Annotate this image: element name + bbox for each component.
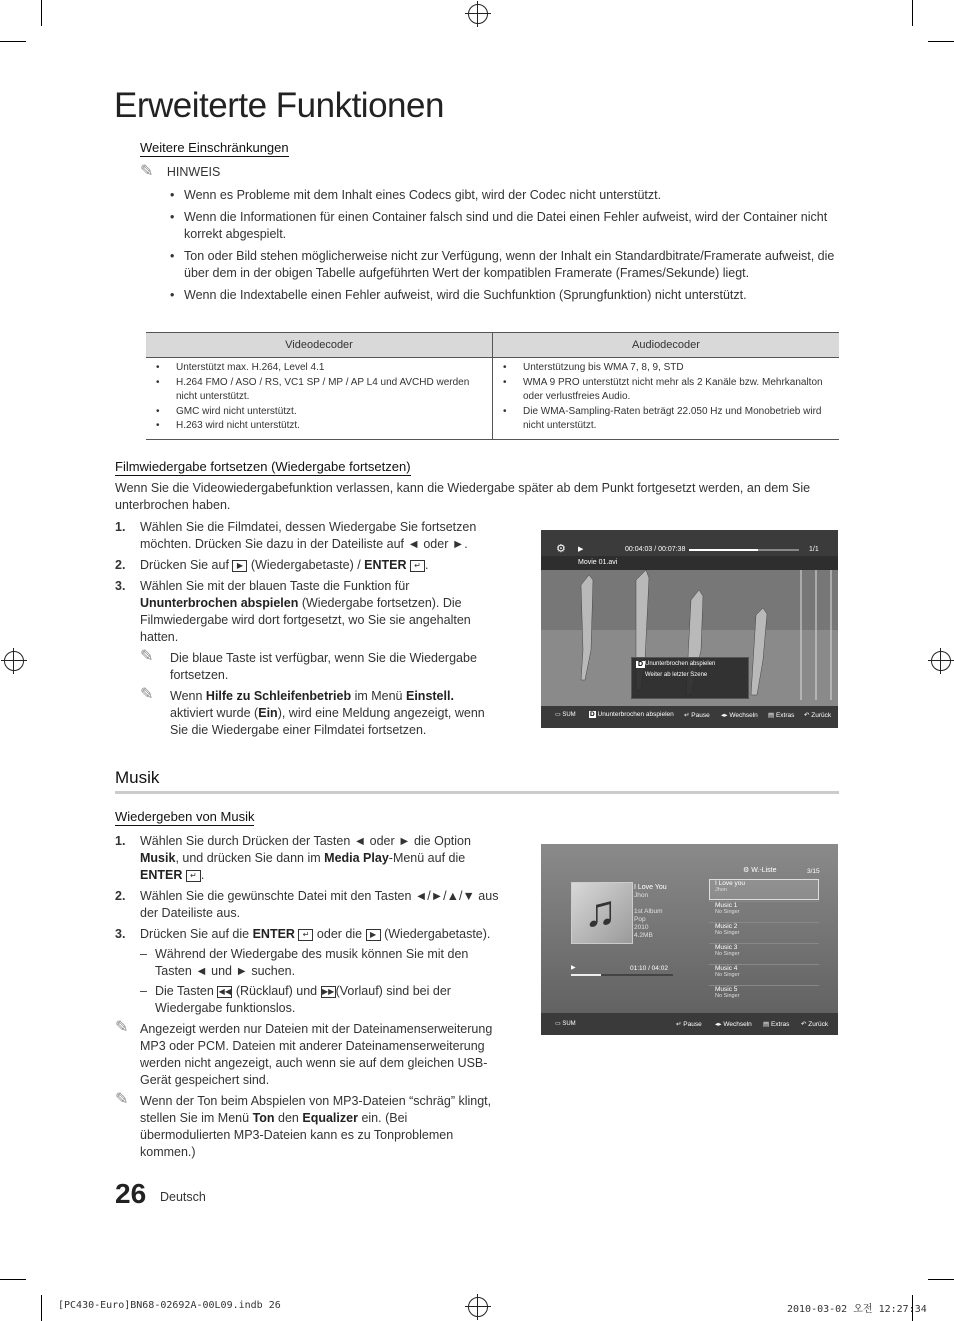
music-heading: Wiedergeben von Musik bbox=[115, 809, 255, 824]
music-progress-bar[interactable] bbox=[571, 974, 673, 976]
extras-hint[interactable]: ▤ Extras bbox=[763, 1021, 790, 1028]
list-item[interactable]: Music 5 No Singer bbox=[709, 985, 819, 1005]
section-divider bbox=[115, 791, 839, 794]
list-item[interactable]: Music 3 No Singer bbox=[709, 943, 819, 963]
list-count: 3/15 bbox=[807, 868, 820, 875]
play-status-icon: ▶ bbox=[578, 546, 584, 553]
resume-hint[interactable]: D Ununterbrochen abspielen bbox=[590, 711, 674, 718]
print-date-info: 2010-03-02 오전 12:27:34 bbox=[787, 1304, 927, 1315]
step-1: 1. Wählen Sie die Filmdatei, dessen Wiedergabe Sie fortsetzen möchten. Drücken Sie dazu in der Dateiliste auf ◄ oder ►. bbox=[115, 520, 477, 551]
list-item[interactable]: Music 2 No Singer bbox=[709, 922, 819, 942]
music-list bbox=[709, 879, 819, 1005]
page-language: Deutsch bbox=[160, 1190, 206, 1204]
playlist-icon: ⚙ bbox=[743, 867, 750, 874]
video-player-screen bbox=[541, 530, 838, 728]
play-status-icon: ▶ bbox=[571, 965, 576, 971]
step-2: 2. Drücken Sie auf ▶ (Wiedergabetaste) / ENTER ↵ . bbox=[115, 558, 429, 572]
song-year: 2010 bbox=[634, 924, 649, 931]
song-genre: Pop bbox=[634, 916, 646, 923]
step-bold: Ununterbrochen abspielen bbox=[140, 596, 299, 610]
pencil-icon: ✎ bbox=[140, 163, 154, 180]
pause-hint[interactable]: ↵ Pause bbox=[676, 1021, 702, 1028]
crop-mark bbox=[912, 0, 913, 26]
enter-icon: ↵ bbox=[298, 929, 313, 941]
video-time: 00:04:03 / 00:07:38 bbox=[625, 546, 686, 553]
crop-mark bbox=[41, 1295, 42, 1321]
extras-hint[interactable]: ▤ Extras bbox=[768, 712, 795, 719]
pause-hint[interactable]: ↵ Pause bbox=[684, 712, 710, 719]
music-steps bbox=[115, 833, 500, 1161]
resume-popup[interactable] bbox=[631, 657, 749, 699]
note: ✎ Wenn Hilfe zu Schleifenbetrieb im Menü Einstell. aktiviert wurde (Ein), wird eine Meldung angezeigt, wenn Sie die Wiedergabe einer Filmdatei fortsetzen. bbox=[140, 686, 485, 737]
play-icon: ▶ bbox=[232, 560, 247, 572]
list-item: • Unterstützt max. H.264, Level 4.1 bbox=[150, 361, 488, 376]
resume-intro: Wenn Sie die Videowiedergabefunktion verlassen, kann die Wiedergabe später ab dem Punkt fortgesetzt werden, an dem Sie unterbrochen haben. bbox=[115, 481, 811, 512]
crop-mark bbox=[0, 41, 26, 42]
rewind-icon: ◀◀ bbox=[218, 986, 231, 996]
song-size: 4.2MB bbox=[634, 932, 653, 939]
list-item[interactable]: Music 4 No Singer bbox=[709, 964, 819, 984]
step-2: 2. Wählen Sie die gewünschte Datei mit den Tasten ◄/►/▲/▼ aus der Dateiliste aus. bbox=[115, 889, 499, 920]
step-text: (Wiedergabetaste) / bbox=[250, 558, 361, 572]
list-item: • H.264 FMO / ASO / RS, VC1 SP / MP / AP L4 und AVCHD werden nicht unterstützt. bbox=[150, 376, 488, 405]
step-text: Wählen Sie die Filmdatei, dessen Wiedergabe Sie fortsetzen möchten. Drücken Sie dazu in der Dateiliste auf ◄ oder ►. bbox=[140, 520, 477, 551]
pencil-icon: ✎ bbox=[140, 648, 154, 665]
blue-d-icon: D bbox=[638, 661, 644, 668]
popup-option[interactable]: Weiter ab letzter Szene bbox=[645, 672, 708, 678]
step-text: Drücken Sie auf bbox=[140, 558, 229, 572]
resume-heading: Filmwiedergabe fortsetzen (Wiedergabe fortsetzen) bbox=[115, 459, 411, 474]
video-decoder-cell bbox=[146, 358, 493, 440]
note-label: HINWEIS bbox=[166, 165, 221, 179]
list-item: • Wenn die Indextabelle einen Fehler aufweist, wird die Suchfunktion (Sprungfunktion) nicht unterstützt. bbox=[170, 287, 835, 304]
list-item: • H.263 wird nicht unterstützt. bbox=[150, 419, 488, 434]
codec-table bbox=[146, 332, 839, 440]
page-title: Erweiterte Funktionen bbox=[114, 86, 444, 125]
crop-mark bbox=[928, 41, 954, 42]
song-album: 1st Album bbox=[634, 908, 663, 915]
music-note-icon: ♫ bbox=[584, 887, 617, 936]
table-header: Videodecoder bbox=[146, 333, 493, 358]
video-filename: Movie 01.avi bbox=[578, 559, 618, 566]
song-title: I Love You bbox=[634, 884, 667, 891]
table-header: Audiodecoder bbox=[493, 333, 840, 358]
back-hint[interactable]: ↶ Zurück bbox=[801, 1021, 829, 1028]
video-progress-bar[interactable] bbox=[689, 549, 799, 551]
resume-steps bbox=[115, 519, 500, 743]
list-item: • Die WMA-Sampling-Raten beträgt 22.050 Hz und Monobetrieb wird nicht unterstützt. bbox=[497, 405, 835, 434]
registration-mark bbox=[4, 651, 24, 671]
note bbox=[140, 650, 500, 684]
registration-mark bbox=[931, 651, 951, 671]
note: ✎ Angezeigt werden nur Dateien mit der Dateinamenserweiterung MP3 oder PCM. Dateien mit anderer Dateinamenserweiterung werden nicht angezeigt, auch wenn sie auf dem gleichen USB-Gerät gespeichert sind. bbox=[115, 1019, 493, 1087]
fast-forward-icon: ▶▶ bbox=[321, 986, 335, 996]
switch-hint[interactable]: ◂▸ Wechseln bbox=[721, 712, 758, 719]
list-item[interactable]: I Love you Jhon bbox=[709, 879, 819, 900]
dash-item: – Die Tasten ◀◀ (Rücklauf) und ▶▶(Vorlauf) sind bei der Wiedergabe funktionslos. bbox=[140, 984, 451, 1015]
note: ✎ Wenn der Ton beim Abspielen von MP3-Dateien “schräg” klingt, stellen Sie im Menü Ton den Equalizer ein. (Bei übermodulierten MP3-Dateien kann es zu Tonproblemen kommen.) bbox=[115, 1091, 492, 1159]
list-item: • Wenn es Probleme mit dem Inhalt eines Codecs gibt, wird der Codec nicht unterstützt. bbox=[170, 187, 835, 204]
step-text: (Wiedergabe fortsetzen). Die Filmwiedergabe wird dort fortgesetzt, wo Sie sie angehalten hatten. bbox=[140, 596, 471, 644]
switch-hint[interactable]: ◂▸ Wechseln bbox=[715, 1021, 752, 1028]
note-text: Die blaue Taste ist verfügbar, wenn Sie die Wiedergabe fortsetzen. bbox=[170, 651, 477, 682]
sum-label: ▭ SUM bbox=[555, 1021, 576, 1027]
page-number: 26 bbox=[115, 1178, 147, 1209]
dash-item: – Während der Wiedergabe des musik können Sie mit den Tasten ◄ und ► suchen. bbox=[140, 947, 469, 978]
enter-icon: ↵ bbox=[410, 560, 425, 572]
list-item[interactable]: Music 1 No Singer bbox=[709, 901, 819, 921]
song-artist: Jhon bbox=[634, 892, 649, 899]
list-item: • WMA 9 PRO unterstützt nicht mehr als 2 Kanäle bzw. Mehrkanalton oder verlustfreies Audio. bbox=[497, 376, 835, 405]
registration-mark bbox=[468, 4, 488, 24]
note-block bbox=[140, 163, 220, 181]
enter-key-label: ENTER bbox=[364, 558, 407, 572]
play-icon: ▶ bbox=[366, 929, 381, 941]
crop-mark bbox=[928, 1279, 954, 1280]
film-reel-icon: ⚙ bbox=[556, 543, 566, 555]
section-title: Musik bbox=[115, 768, 160, 787]
list-item: • GMC wird nicht unterstützt. bbox=[150, 405, 488, 420]
pencil-icon: ✎ bbox=[140, 686, 154, 703]
video-count: 1/1 bbox=[809, 546, 819, 553]
video-top-bar bbox=[541, 530, 838, 556]
album-art bbox=[571, 882, 633, 944]
list-item: • Unterstützung bis WMA 7, 8, 9, STD bbox=[497, 361, 835, 376]
registration-mark bbox=[468, 1297, 488, 1317]
popup-title: Ununterbrochen abspielen bbox=[645, 661, 716, 667]
music-player-screen bbox=[541, 844, 838, 1035]
restrictions-list bbox=[170, 187, 835, 309]
sum-label: ▭ SUM bbox=[555, 712, 576, 718]
print-file-info: [PC430-Euro]BN68-02692A-00L09.indb 26 bbox=[58, 1300, 281, 1311]
step-1: 1. Wählen Sie durch Drücken der Tasten ◄ oder ► die Option Musik, und drücken Sie dann im Media Play-Menü auf die ENTER ↵ . bbox=[115, 834, 471, 882]
music-time: 01:10 / 04:02 bbox=[630, 965, 668, 972]
restrictions-heading: Weitere Einschränkungen bbox=[140, 140, 289, 155]
list-item: • Ton oder Bild stehen möglicherweise nicht zur Verfügung, wenn der Inhalt ein Standardbitrate/Framerate aufweist, die über dem in der obigen Tabelle aufgeführten Wert der kompatiblen Framerate (Frames/Sekunde) liegt. bbox=[170, 248, 835, 282]
step-3: 3. Wählen Sie mit der blauen Taste die Funktion für Ununterbrochen abspielen (Wiedergabe fortsetzen). Die Filmwiedergabe wird dort fortgesetzt, wo Sie sie angehalten hatten. ✎ Die blaue Taste ist verfügbar, wenn Sie die Wiedergabe fortsetzen. ✎ Wenn Hilfe zu Schleifenbetrieb im Menü Einstell. aktiviert wurde (Ein), wird eine Meldung angezeigt, wenn Sie die Wiedergabe einer Filmdatei fortsetzen. bbox=[115, 578, 500, 739]
crop-mark bbox=[0, 1279, 26, 1280]
back-hint[interactable]: ↶ Zurück bbox=[804, 712, 832, 719]
step-3: 3. Drücken Sie auf die ENTER ↵ oder die ▶ (Wiedergabetaste). – Während der Wiedergabe des musik können Sie mit den Tasten ◄ und ► suchen. – Die Tasten ◀◀ (Rücklauf) und ▶▶(Vorlauf) sind bei der Wiedergabe funktionslos. bbox=[115, 926, 500, 1017]
step-text: Wählen Sie mit der blauen Taste die Funktion für bbox=[140, 579, 410, 593]
pencil-icon: ✎ bbox=[115, 1091, 129, 1108]
playlist-label: ⚙ W.-Liste bbox=[743, 867, 777, 874]
enter-icon: ↵ bbox=[186, 870, 201, 882]
crop-mark bbox=[41, 0, 42, 26]
audio-decoder-cell bbox=[493, 358, 840, 440]
pencil-icon: ✎ bbox=[115, 1019, 129, 1036]
list-item: • Wenn die Informationen für einen Container falsch sind und die Datei einen Fehler aufweist, wird der Container nicht korrekt abgespielt. bbox=[170, 209, 835, 243]
